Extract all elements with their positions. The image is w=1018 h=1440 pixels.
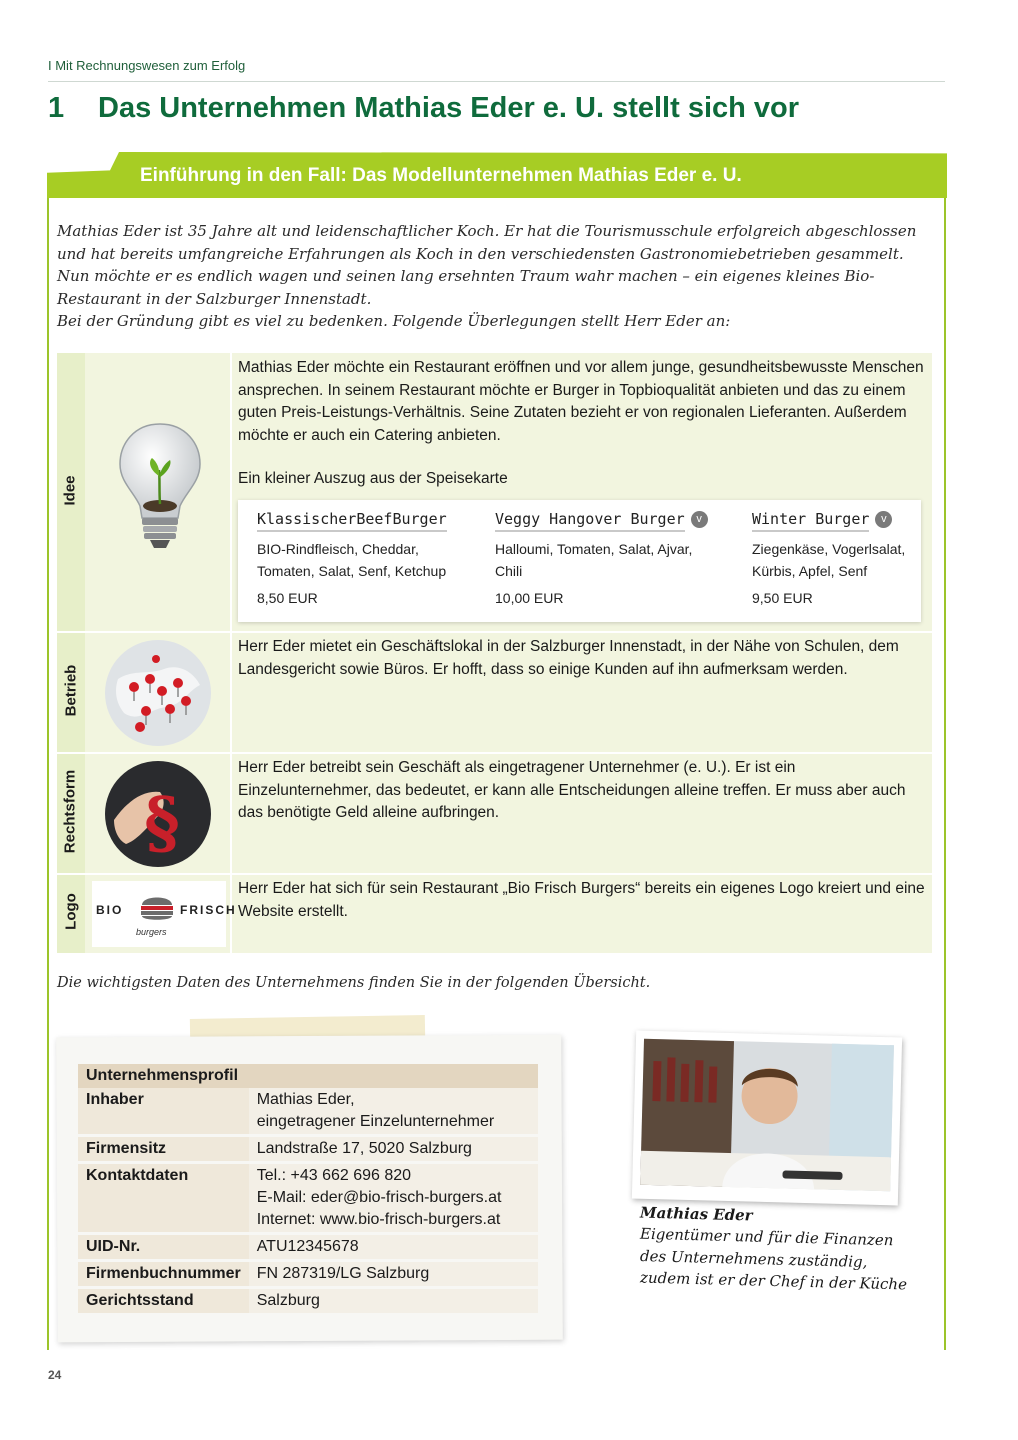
profile-value: FN 287319/LG Salzburg	[249, 1261, 538, 1288]
menu-excerpt-card	[238, 500, 921, 622]
running-head: I Mit Rechnungswesen zum Erfolg	[48, 58, 246, 73]
menu-item-name: Veggy Hangover Burger	[495, 510, 685, 532]
profile-value: Landstraße 17, 5020 Salzburg	[249, 1136, 538, 1163]
menu-item-desc-line: Ziegenkäse, Vogerlsalat,	[752, 541, 906, 557]
menu-item-desc-line: BIO-Rindfleisch, Cheddar,	[257, 541, 419, 557]
column-divider	[230, 353, 232, 953]
vegetarian-badge-icon: v	[875, 511, 892, 528]
owner-photo	[632, 1031, 902, 1206]
photo-caption-line: zudem ist er der Chef in der Küche	[639, 1268, 908, 1294]
photo-caption-line: Eigentümer und für die Finanzen	[639, 1224, 894, 1250]
menu-item-name: Winter Burger	[752, 510, 869, 532]
closing-sentence: Die wichtigsten Daten des Unternehmens finden Sie in der folgenden Übersicht.	[57, 975, 651, 991]
row-label-betrieb: Betrieb	[62, 664, 80, 717]
logo-word-right: FRISCH	[180, 903, 237, 917]
profile-key: Kontaktdaten	[78, 1163, 249, 1234]
profile-key: UID-Nr.	[78, 1234, 249, 1261]
profile-key: Gerichtsstand	[78, 1288, 249, 1315]
profile-row	[78, 1288, 538, 1315]
logo-text: Herr Eder hat sich für sein Restaurant „Bio Frisch Burgers“ bereits ein eigenes Logo kreiert und eine Website erstellt.	[238, 880, 925, 920]
menu-item-desc-line: Kürbis, Apfel, Senf	[752, 563, 868, 579]
case-banner-title: Einführung in den Fall: Das Modellunternehmen Mathias Eder e. U.	[140, 165, 742, 186]
company-profile-table	[78, 1064, 538, 1316]
profile-row	[78, 1088, 538, 1136]
case-box-right-border	[944, 190, 946, 1350]
burger-icon	[138, 887, 176, 927]
profile-email: E-Mail: eder@bio-frisch-burgers.at	[256, 1189, 502, 1206]
intro-lead: Bei der Gründung gibt es viel zu bedenken. Folgende Überlegungen stellt Herr Eder an:	[57, 312, 731, 330]
menu-item-price: 9,50 EUR	[752, 590, 813, 606]
svg-text:§: §	[144, 783, 180, 863]
paragraph-sign-icon	[104, 760, 212, 873]
rechtsform-text: Herr Eder betreibt sein Geschäft als eingetragener Unternehmer (e. U.). Er ist ein Einzelunternehmer, das bedeutet, er kann alle Entscheidungen alleine treffen. Er muss aber auch das benötigte Geld alleine aufbringen.	[238, 759, 906, 821]
menu-item	[752, 510, 917, 606]
row-divider	[57, 873, 932, 875]
idee-text: Mathias Eder möchte ein Restaurant eröffnen und vor allem junge, gesundheitsbewusste Menschen ansprechen. In seinem Restaurant möchte er Burger in Topbioqualität anbieten und das zu einem guten Preis-Leistungs-Verhältnis. Seine Zutaten bezieht er von regionalen Lieferanten. Außerdem möchte er auch ein Catering anbieten.	[238, 359, 924, 444]
menu-item-desc-line: Chili	[495, 563, 523, 579]
profile-row	[78, 1234, 538, 1261]
profile-key: Firmenbuchnummer	[78, 1261, 249, 1288]
chef-photo-image	[632, 1031, 902, 1206]
profile-value-line: Mathias Eder,	[256, 1091, 355, 1108]
row-divider	[57, 752, 932, 754]
photo-caption-name: Mathias Eder	[639, 1203, 753, 1225]
chapter-number: 1	[48, 92, 65, 124]
intro-paragraph: Mathias Eder ist 35 Jahre alt und leidenschaftlicher Koch. Er hat die Tourismusschule erfolgreich abgeschlossen und hat bereits umfangreiche Erfahrungen als Koch in den verschiedensten Gastronomiebetrieben gesammelt. Nun möchte er es endlich wagen und seinen lang ersehnten Traum wahr machen – ein eigenes kleines Bio-Restaurant in der Salzburger Innenstadt.	[57, 222, 917, 308]
profile-key: Firmensitz	[78, 1136, 249, 1163]
menu-item-description	[752, 538, 917, 582]
menu-item-desc-line: Tomaten, Salat, Senf, Ketchup	[257, 563, 447, 579]
lightbulb-icon	[112, 420, 208, 561]
profile-phone: Tel.: +43 662 696 820	[256, 1167, 412, 1184]
row-label-rechtsform: Rechtsform	[61, 769, 79, 854]
case-box-left-border	[47, 190, 49, 1350]
photo-caption-line: des Unternehmens zuständig,	[639, 1247, 868, 1271]
profile-value	[249, 1163, 538, 1234]
profile-value: ATU12345678	[249, 1234, 538, 1261]
profile-value	[249, 1088, 538, 1136]
map-pins-icon	[104, 639, 212, 752]
chapter-title: Das Unternehmen Mathias Eder e. U. stellt sich vor	[98, 92, 800, 124]
menu-item-price: 10,00 EUR	[495, 590, 564, 606]
vegetarian-badge-icon: v	[691, 511, 708, 528]
betrieb-text: Herr Eder mietet ein Geschäftslokal in der Salzburger Innenstadt, in der Nähe von Schulen, dem Landesgericht sowie Büros. Er hofft, dass so einige Kunden auf ihn aufmerksam werden.	[238, 638, 899, 678]
menu-item	[257, 510, 467, 606]
profile-value-line: eingetragener Einzelunternehmer	[256, 1113, 495, 1130]
menu-item-description	[495, 538, 725, 582]
profile-title: Unternehmensprofil	[78, 1064, 538, 1088]
logo-subtitle: burgers	[136, 927, 167, 937]
profile-key: Inhaber	[78, 1088, 249, 1136]
menu-item-price: 8,50 EUR	[257, 590, 318, 606]
menu-item-name: KlassischerBeefBurger	[257, 510, 447, 532]
menu-item-desc-line: Halloumi, Tomaten, Salat, Ajvar,	[495, 541, 693, 557]
logo-word-left: BIO	[96, 903, 124, 917]
bio-frisch-logo	[92, 881, 237, 947]
menu-item-description	[257, 538, 467, 582]
header-rule	[48, 81, 945, 82]
row-divider	[57, 631, 932, 633]
row-label-idee: Idee	[61, 475, 79, 506]
menu-intro: Ein kleiner Auszug aus der Speisekarte	[238, 470, 508, 487]
profile-website: Internet: www.bio-frisch-burgers.at	[256, 1211, 501, 1228]
menu-item	[495, 510, 725, 606]
page-number: 24	[48, 1368, 62, 1382]
profile-row	[78, 1261, 538, 1288]
profile-value: Salzburg	[249, 1288, 538, 1315]
profile-row	[78, 1163, 538, 1234]
profile-row	[78, 1136, 538, 1163]
row-label-logo: Logo	[62, 893, 80, 930]
